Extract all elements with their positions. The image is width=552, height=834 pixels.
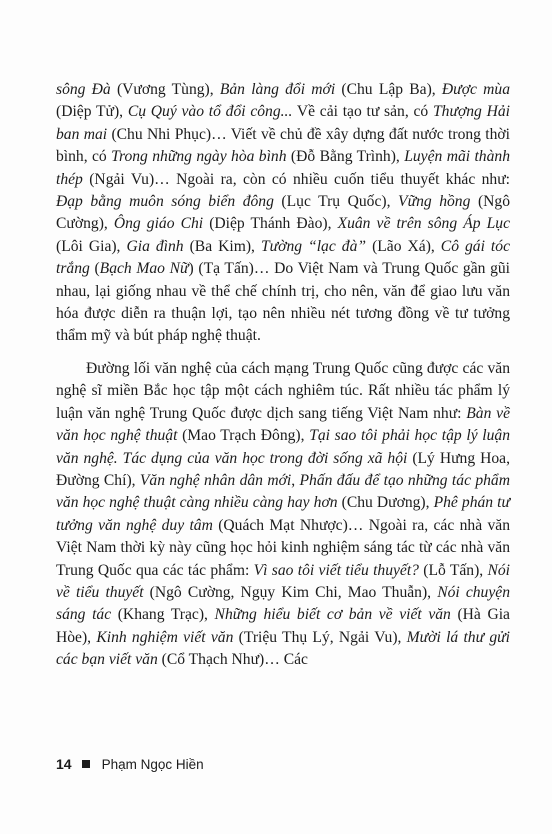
text-run: ( (89, 260, 100, 278)
text-run: (Chu Lập Ba), (335, 81, 442, 98)
text-run: (Đỗ Bằng Trình), (286, 148, 405, 166)
text-run: (Lục Trụ Quốc), (273, 193, 399, 211)
text-run: ) (Tạ Tấn)… Do Việt Nam và Trung Quốc gần gũi nhau, lại giống nhau về thể chế chính trị, cho nên, văn để giao lưu văn hóa được diễn ra thuận lợi, tạo nên nhiều nét tương đồng về tư tưởng thẩm mỹ và bút pháp nghệ thuật. (56, 260, 511, 345)
text-run: , (291, 471, 300, 489)
text-run: (Lý Hưng Hoa, Đường Chí), (56, 449, 510, 489)
italic-title: Tại sao tôi phải học tập lý luận văn nghệ. Tác dụng của văn học trong đời sống xã hội (56, 427, 511, 467)
body-text (56, 79, 510, 672)
italic-title: Bạch Mao Nữ (99, 260, 189, 278)
text-run: (Khang Trạc), (111, 606, 215, 624)
italic-title: sông Đà (56, 81, 111, 98)
italic-title: Phê phán tư tưởng văn nghệ duy tâm (56, 494, 510, 534)
text-run: (Diệp Tử), (56, 103, 128, 121)
text-run: Về cải tạo tư sản, có (292, 103, 433, 121)
italic-title: Vững hồng (398, 193, 471, 211)
italic-title: Cô gái tóc trắng (56, 237, 510, 278)
italic-title: Vì sao tôi viết tiểu thuyết? (253, 561, 419, 579)
italic-title: Luyện mãi thành thép (56, 148, 510, 188)
italic-title: Xuân về trên sông Áp Lục (337, 215, 510, 233)
page-number: 14 (56, 756, 72, 772)
paragraph-2 (56, 358, 510, 672)
page-footer (56, 756, 204, 772)
text-run: Đường lối văn nghệ của cách mạng Trung Quốc cũng được các văn nghệ sĩ miền Bắc học tập một cách nghiêm túc. Rất nhiều tác phẩm lý luận văn nghệ Trung Quốc được dịch sang tiếng Việt Nam như: (56, 359, 510, 422)
italic-title: Nói chuyện sáng tác (56, 583, 510, 624)
italic-title: Văn nghệ nhân dân mới (139, 471, 292, 489)
italic-title: Cụ Quý vào tổ đổi công... (127, 103, 293, 121)
text-run: (Vương Tùng), (110, 81, 220, 98)
text-run: (Quách Mạt Nhược)… Ngoài ra, các nhà văn Việt Nam thời kỳ này cũng học hỏi kinh nghiệm sáng tác từ các nhà văn Trung Quốc qua các tác phẩm: (56, 516, 510, 579)
text-run: (Diệp Thánh Đào), (203, 215, 338, 233)
text-run: (Ngô Cường, Ngụy Kim Chi, Mao Thuẫn), (143, 583, 438, 601)
text-run: (Mao Trạch Đông), (177, 427, 310, 445)
italic-title: Đạp bằng muôn sóng biển đông (56, 193, 274, 211)
text-run: (Hà Gia Hòe), (56, 606, 510, 646)
italic-title: Tường “lạc đà” (260, 237, 367, 255)
paragraph-1 (56, 79, 510, 348)
italic-title: Trong những ngày hòa bình (111, 148, 287, 166)
italic-title: Kinh nghiệm viết văn (96, 628, 234, 646)
text-run: (Lão Xá), (366, 237, 441, 255)
italic-title: Ông giáo Chi (113, 215, 204, 233)
text-run: (Cổ Thạch Như)… Các (157, 651, 308, 669)
text-run: (Ngải Vu)… Ngoài ra, còn có nhiều cuốn tiểu thuyết khác như: (82, 170, 510, 188)
text-run: (Triệu Thụ Lý, Ngải Vu), (233, 628, 407, 646)
italic-title: Bản làng đổi mới (219, 81, 336, 98)
italic-title: Phấn đấu để tạo những tác phẩm văn học nghệ thuật càng nhiều càng hay hơn (56, 471, 510, 512)
italic-title: Gia đình (126, 237, 184, 255)
text-run: (Lôi Gia), (56, 237, 127, 255)
author-name: Phạm Ngọc Hiền (101, 756, 204, 772)
text-run: (Chu Dương), (337, 494, 434, 512)
italic-title: Mười lá thư gửi các bạn viết văn (56, 628, 510, 669)
italic-title: Thượng Hải ban mai (56, 103, 511, 143)
text-run: (Ngô Cường), (56, 193, 510, 233)
italic-title: Được mùa (441, 81, 511, 98)
italic-title: Những hiểu biết cơ bản về viết văn (214, 606, 451, 624)
text-run: (Ba Kim), (183, 237, 261, 255)
text-run: (Chu Nhi Phục)… Viết về chủ đề xây dựng đất nước trong thời bình, có (56, 125, 510, 166)
italic-title: Nói về tiểu thuyết (56, 561, 510, 601)
square-bullet-icon (82, 760, 90, 768)
italic-title: Bàn về văn học nghệ thuật (56, 404, 510, 445)
text-run: (Lỗ Tấn), (418, 561, 488, 579)
